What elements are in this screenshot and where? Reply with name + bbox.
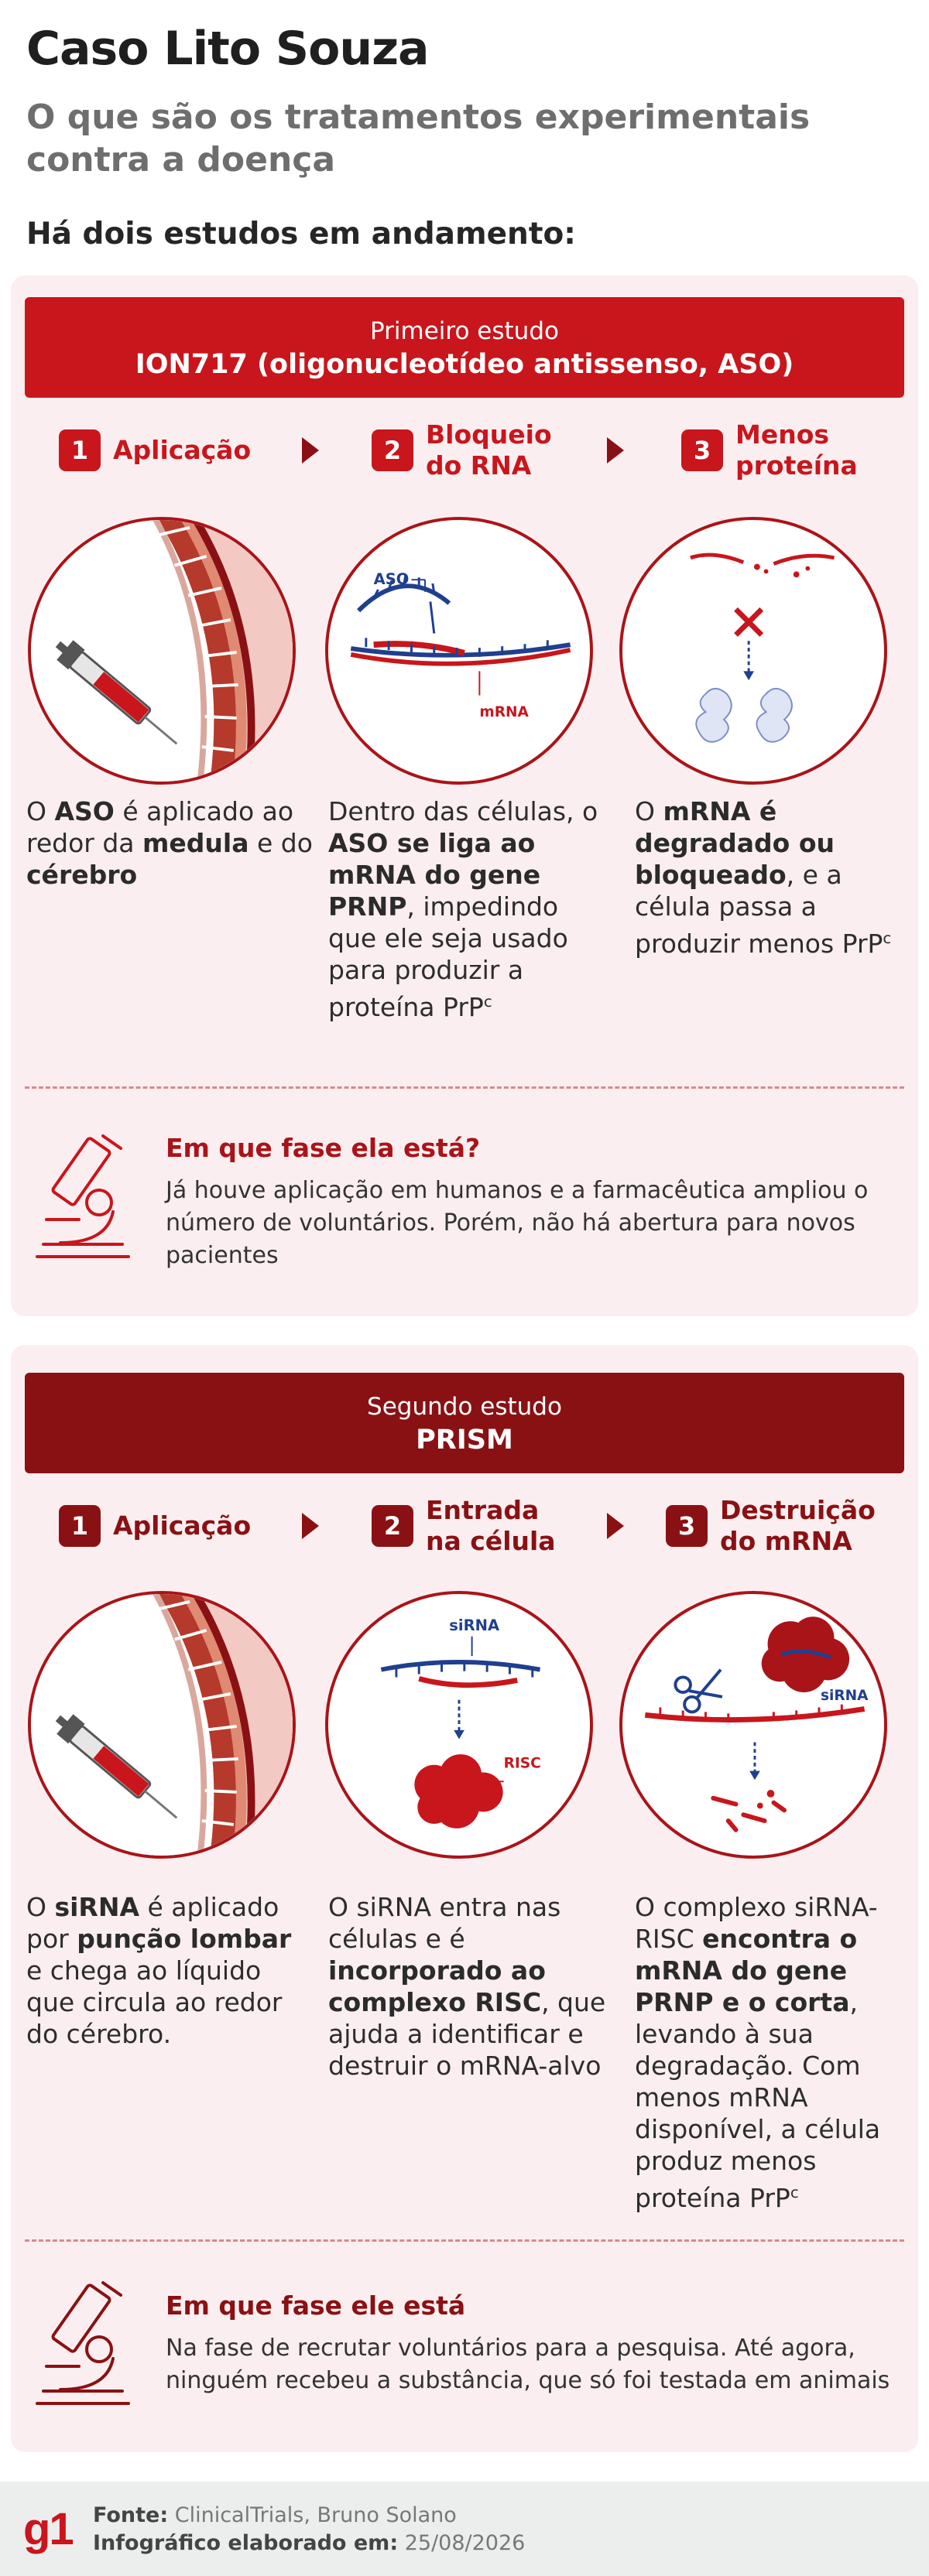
sirna-risc-illustration [325,1591,593,1859]
cross-icon [736,609,762,635]
study-1-phase-text: Já houve aplicação em humanos e a farmacêutica ampliou o número de voluntários. Porém, não há abertura para novos pacientes [166,1177,869,1269]
study-2-description-2: O siRNA entra nas células e é incorporado ao complexo RISC, que ajuda a identificar e destruir o mRNA-alvo [328,1892,606,2081]
study-2-card [11,1345,918,2452]
study-1-step-2 [372,419,550,481]
date-line [93,2531,525,2555]
study-2-label: Segundo estudo [367,1393,562,1421]
page-title: Caso Lito Souza [26,22,429,76]
step-label: Aplicação [113,1510,252,1541]
study-2-phase-text: Na fase de recrutar voluntários para a pesquisa. Até agora, ninguém recebeu a substância, que só foi testada em animais [166,2335,890,2394]
intro-text: Há dois estudos em andamento: [26,217,576,251]
step-label: Aplicação [113,435,252,465]
g1-logo: g1 [23,2504,73,2554]
study-1-step-1 [59,419,251,481]
study-2-step-1 [59,1495,251,1557]
study-2-description-1: O siRNA é aplicado por punção lombar e chega ao líquido que circula ao redor do cérebro. [26,1892,292,2049]
step-label: Entrada na célula [426,1495,556,1556]
date-label: Infográfico elaborado em: [93,2531,399,2555]
source-label: Fonte: [93,2503,169,2527]
study-1-step-3 [681,419,859,481]
page-subtitle: O que são os tratamentos experimentais contra a doença [26,97,811,180]
study-2-step-2 [372,1495,565,1557]
study-1-phase-title: Em que fase ela está? [166,1133,481,1163]
mrna-destruction-illustration [619,1591,887,1859]
microscope-icon [29,1127,138,1266]
step-label: Destruição do mRNA [720,1495,876,1556]
step-number: 1 [59,429,101,471]
step-label: Bloqueio do RNA [426,419,552,481]
date-value: 25/08/2026 [404,2531,526,2555]
step-number: 1 [59,1505,101,1547]
study-1-name: ION717 (oligonucleotídeo antissenso, ASO) [135,349,794,380]
study-1-description-3: O mRNA é degradado ou bloqueado, e a célula passa a produzir menos PrP$^c$ [635,796,892,959]
step-number: 2 [372,429,413,471]
sirna-tag: siRNA [449,1616,500,1634]
study-2-phase-title: Em que fase ele está [166,2290,466,2321]
step-number: 2 [372,1505,413,1547]
source-value: ClinicalTrials, Bruno Solano [174,2503,457,2527]
arrow-right-icon [302,437,319,464]
less-protein-illustration [619,517,887,785]
study-1-label: Primeiro estudo [370,317,559,345]
study-1-card [11,275,918,1316]
microscope-icon [29,2273,138,2413]
arrow-right-icon [607,1513,624,1539]
study-1-description-1: O ASO é aplicado ao redor da medula e do cérebro [26,796,313,890]
study-2-name: PRISM [416,1425,513,1456]
study-2-description-3: O complexo siRNA-RISC encontra o mRNA do gene PRNP e o corta, levando à sua degradação. Com menos mRNA disponível, a célula produz menos proteína PrP$^c$ [635,1892,881,2213]
arrow-right-icon [607,437,624,464]
arrow-right-icon [302,1513,319,1539]
step-label: Menos proteína [735,419,858,481]
source-line [93,2503,457,2527]
spine-injection-illustration [28,517,296,785]
aso-tag: ASO [373,570,410,589]
step-number: 3 [666,1505,708,1547]
spine-injection-illustration [28,1591,296,1859]
footer [0,2482,929,2576]
step-number: 3 [681,429,723,471]
divider [25,2239,904,2242]
risc-tag: RISC [503,1755,541,1772]
sirna-tag-2: siRNA [820,1687,869,1704]
study-2-banner [25,1373,904,1473]
mrna-tag: mRNA [479,703,529,720]
study-2-step-3 [666,1495,883,1557]
aso-binding-illustration [325,517,593,785]
study-1-banner [25,297,904,398]
divider [25,1086,904,1089]
study-1-description-2: Dentro das células, o ASO se liga ao mRNA do gene PRNP, impedindo que ele seja usado para produzir a proteína PrP$^c$ [328,796,598,1022]
